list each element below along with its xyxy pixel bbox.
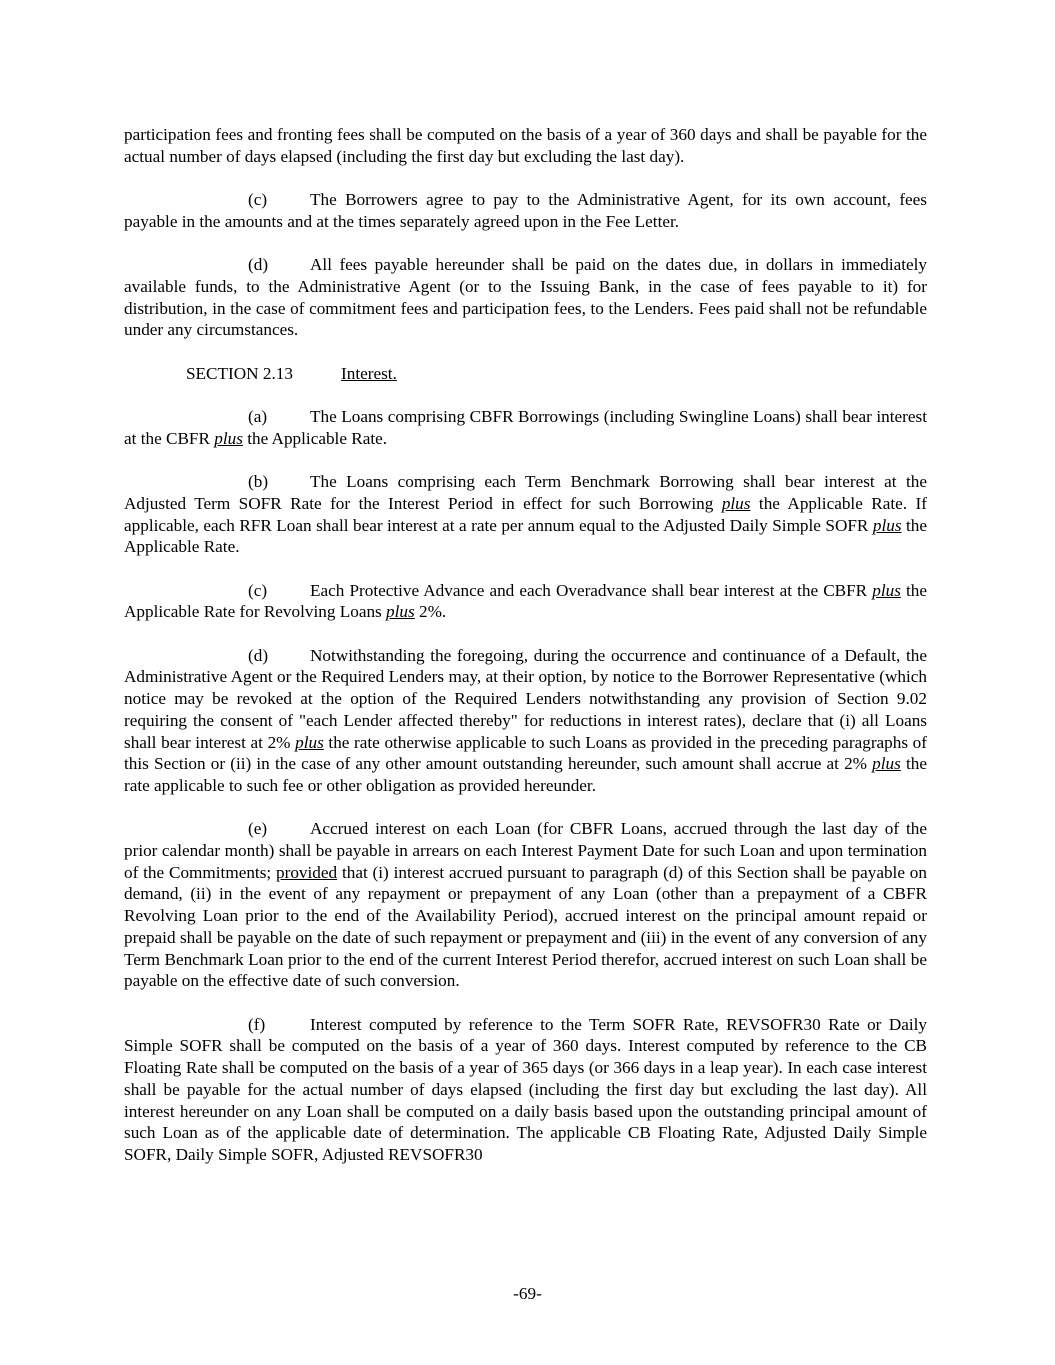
paragraph-text: Each Protective Advance and each Overadvance shall bear interest at the CBFR: [310, 580, 873, 600]
paragraph-text: the rate applicable to such fee or other obligation as provided hereunder.: [124, 754, 928, 795]
paragraph-label: (e): [248, 819, 268, 839]
paragraph-label: (c): [248, 580, 268, 600]
paragraph-label: (b): [248, 472, 269, 492]
paragraph-text: 2%.: [414, 602, 447, 622]
intro-paragraph: participation fees and fronting fees shall be computed on the basis of a year of 360 days and shall be payable for the actual number of days elapsed (including the first day but excluding the last day).: [124, 125, 927, 166]
paragraph-text: the rate otherwise applicable to such Loans as provided in the preceding paragraphs of this Section or (ii) in the case of any other amount outstanding hereunder, such amount shall accrue at 2%: [124, 732, 927, 774]
section-title: Interest.: [341, 363, 397, 383]
plus-term: plus: [214, 428, 243, 448]
plus-term: plus: [872, 515, 902, 535]
paragraph-text: the Applicable Rate.: [124, 515, 928, 557]
interest-paragraph-d: [124, 645, 927, 797]
paragraph-text: Interest computed by reference to the Term SOFR Rate, REVSOFR30 Rate or Daily Simple SOFR shall be computed on the basis of a year of 360 days. Interest computed by reference to the CB Floating Rate shall be computed on the basis of a year of 365 days (or 366 days in a leap year). In each case interest shall be payable for the actual number of days elapsed (including the first day but excluding the last day). All interest hereunder on any Loan shall be computed on a daily basis based upon the outstanding principal amount of such Loan as of the applicable date of determination. The applicable CB Floating Rate, Adjusted Daily Simple SOFR, Daily Simple SOFR, Adjusted REVSOFR30: [124, 1014, 927, 1164]
paragraph-text: The Loans comprising CBFR Borrowings (including Swingline Loans) shall bear interest at the CBFR: [124, 407, 927, 448]
interest-paragraph-e: [124, 818, 927, 992]
interest-paragraph-b: [124, 471, 927, 558]
interest-paragraph-a: [124, 406, 927, 449]
fees-paragraph-c: [124, 189, 927, 232]
paragraph-label: (c): [248, 190, 268, 210]
fees-paragraph-d: [124, 254, 927, 341]
paragraph-label: (d): [248, 645, 269, 665]
paragraph-text: The Loans comprising each Term Benchmark Borrowing shall bear interest at the Adjusted Term SOFR Rate for the Interest Period in effect for such Borrowing: [124, 472, 927, 513]
section-heading: [186, 363, 927, 385]
paragraph-text: the Applicable Rate for Revolving Loans: [124, 580, 928, 622]
paragraph-label: (a): [248, 407, 268, 427]
paragraph-text: The Borrowers agree to pay to the Administrative Agent, for its own account, fees payable in the amounts and at the times separately agreed upon in the Fee Letter.: [124, 190, 927, 231]
plus-term: plus: [721, 493, 751, 513]
paragraph-text: that (i) interest accrued pursuant to paragraph (d) of this Section shall be payable on demand, (ii) in the event of any repayment or prepayment of any Loan (other than a prepayment of a CBFR Revolving Loan prior to the end of the Availability Period), accrued interest on the principal amount repaid or prepaid shall be payable on the date of such repayment or prepayment and (iii) in the event of any conversion of any Term Benchmark Loan prior to the end of the current Interest Period therefor, accrued interest on such Loan shall be payable on the effective date of such conversion.: [124, 862, 927, 991]
plus-term: plus: [872, 580, 901, 600]
interest-paragraph-c: [124, 580, 927, 623]
plus-term: plus: [295, 732, 324, 752]
paragraph-text: Notwithstanding the foregoing, during the occurrence and continuance of a Default, the Administrative Agent or the Required Lenders may, at their option, by notice to the Borrower Representative (which notice may be revoked at the option of the Required Lenders notwithstanding any provision of Section 9.02 requiring the consent of "each Lender affected thereby" for reductions in interest rates), declare that (i) all Loans shall bear interest at 2%: [124, 645, 927, 752]
paragraph-text: the Applicable Rate.: [242, 428, 388, 448]
interest-paragraph-f: [124, 1014, 927, 1166]
paragraph-label: (d): [248, 255, 269, 275]
section-number: SECTION 2.13: [186, 363, 293, 383]
provided-term: provided: [276, 862, 338, 882]
paragraph-label: (f): [248, 1014, 266, 1034]
paragraph-text: Accrued interest on each Loan (for CBFR Loans, accrued through the last day of the prior calendar month) shall be payable in arrears on each Interest Payment Date for such Loan and upon termination of the Commitments;: [124, 819, 927, 882]
page-number: -69-: [513, 1284, 542, 1303]
paragraph-text: All fees payable hereunder shall be paid on the dates due, in dollars in immediately available funds, to the Administrative Agent (or to the Issuing Bank, in the case of fees payable to it) for distribution, in the case of commitment fees and participation fees, to the Lenders. Fees paid shall not be refundable under any circumstances.: [124, 255, 927, 340]
paragraph-text: the Applicable Rate. If applicable, each RFR Loan shall bear interest at a rate per annum equal to the Adjusted Daily Simple SOFR: [124, 493, 927, 535]
plus-term: plus: [872, 754, 901, 774]
plus-term: plus: [386, 602, 415, 622]
document-page: [124, 124, 927, 1187]
